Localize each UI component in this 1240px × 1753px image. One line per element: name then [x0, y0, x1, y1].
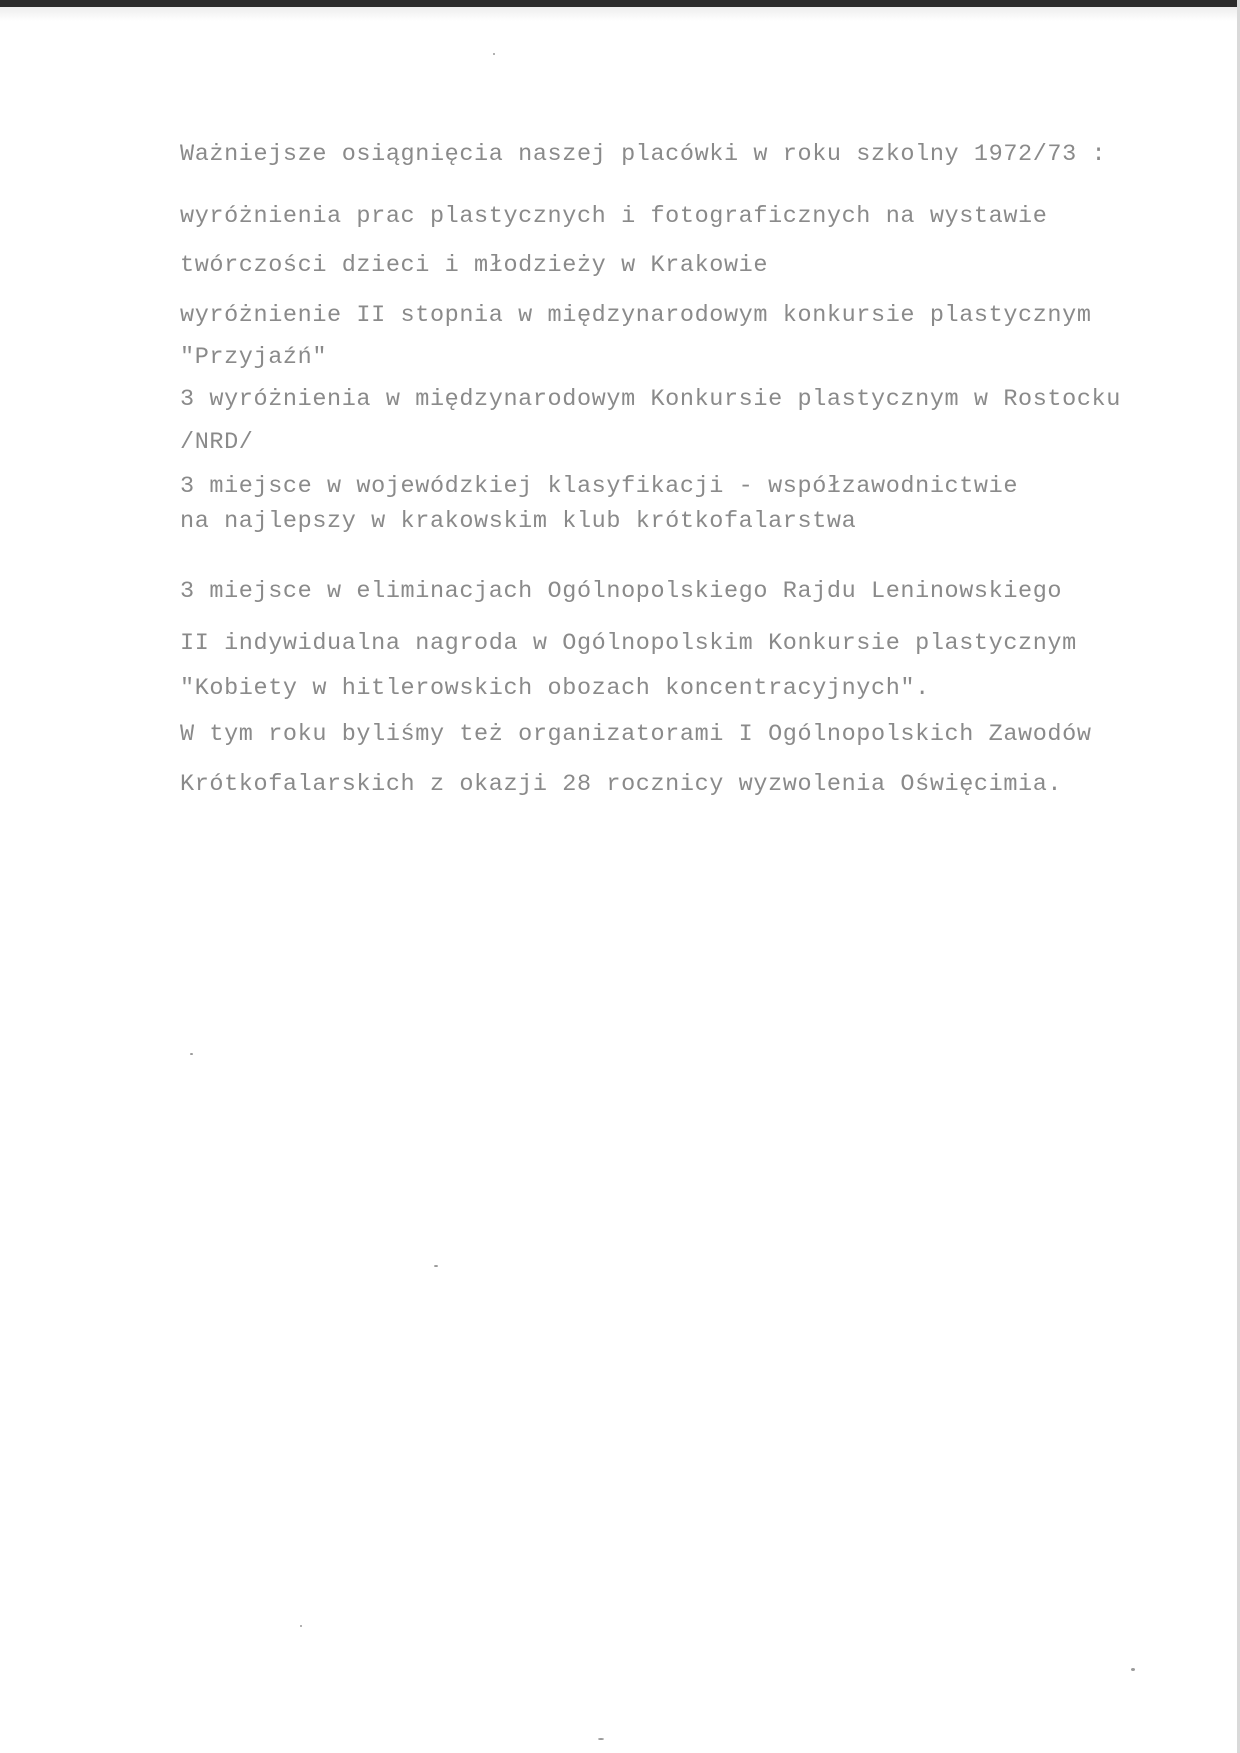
paper-speck	[300, 1625, 302, 1627]
achievement-line: II indywidualna nagroda w Ogólnopolskim Konkursie plastycznym	[180, 630, 1077, 657]
achievement-line: /NRD/	[180, 429, 254, 456]
paper-speck	[493, 53, 495, 55]
paper-speck	[434, 1265, 438, 1267]
typewritten-text-block	[180, 140, 1200, 800]
achievement-line: wyróżnienia prac plastycznych i fotograficznych na wystawie	[180, 203, 1048, 230]
closing-line: Krótkofalarskich z okazji 28 rocznicy wyzwolenia Oświęcimia.	[180, 771, 1063, 798]
achievement-line: "Przyjaźń"	[180, 344, 328, 371]
achievement-line: wyróżnienie II stopnia w międzynarodowym konkursie plastycznym	[180, 302, 1092, 329]
paper-speck	[598, 1738, 604, 1740]
achievement-line: "Kobiety w hitlerowskich obozach koncentracyjnych".	[180, 675, 930, 702]
achievement-line: twórczości dzieci i młodzieży w Krakowie	[180, 252, 769, 279]
scan-top-edge	[0, 0, 1240, 7]
achievement-line: 3 wyróżnienia w międzynarodowym Konkursie plastycznym w Rostocku	[180, 386, 1121, 413]
paper-speck	[190, 1053, 193, 1055]
paper-speck	[1131, 1668, 1135, 1671]
closing-line: W tym roku byliśmy też organizatorami I Ogólnopolskich Zawodów	[180, 721, 1092, 748]
achievement-line: 3 miejsce w eliminacjach Ogólnopolskiego Rajdu Leninowskiego	[180, 578, 1063, 605]
document-heading: Ważniejsze osiągnięcia naszej placówki w roku szkolny 1972/73 :	[180, 141, 1107, 168]
scan-top-shadow	[0, 7, 1240, 21]
achievement-line: 3 miejsce w wojewódzkiej klasyfikacji - współzawodnictwie	[180, 473, 1019, 500]
achievement-line: na najlepszy w krakowskim klub krótkofalarstwa	[180, 508, 857, 535]
